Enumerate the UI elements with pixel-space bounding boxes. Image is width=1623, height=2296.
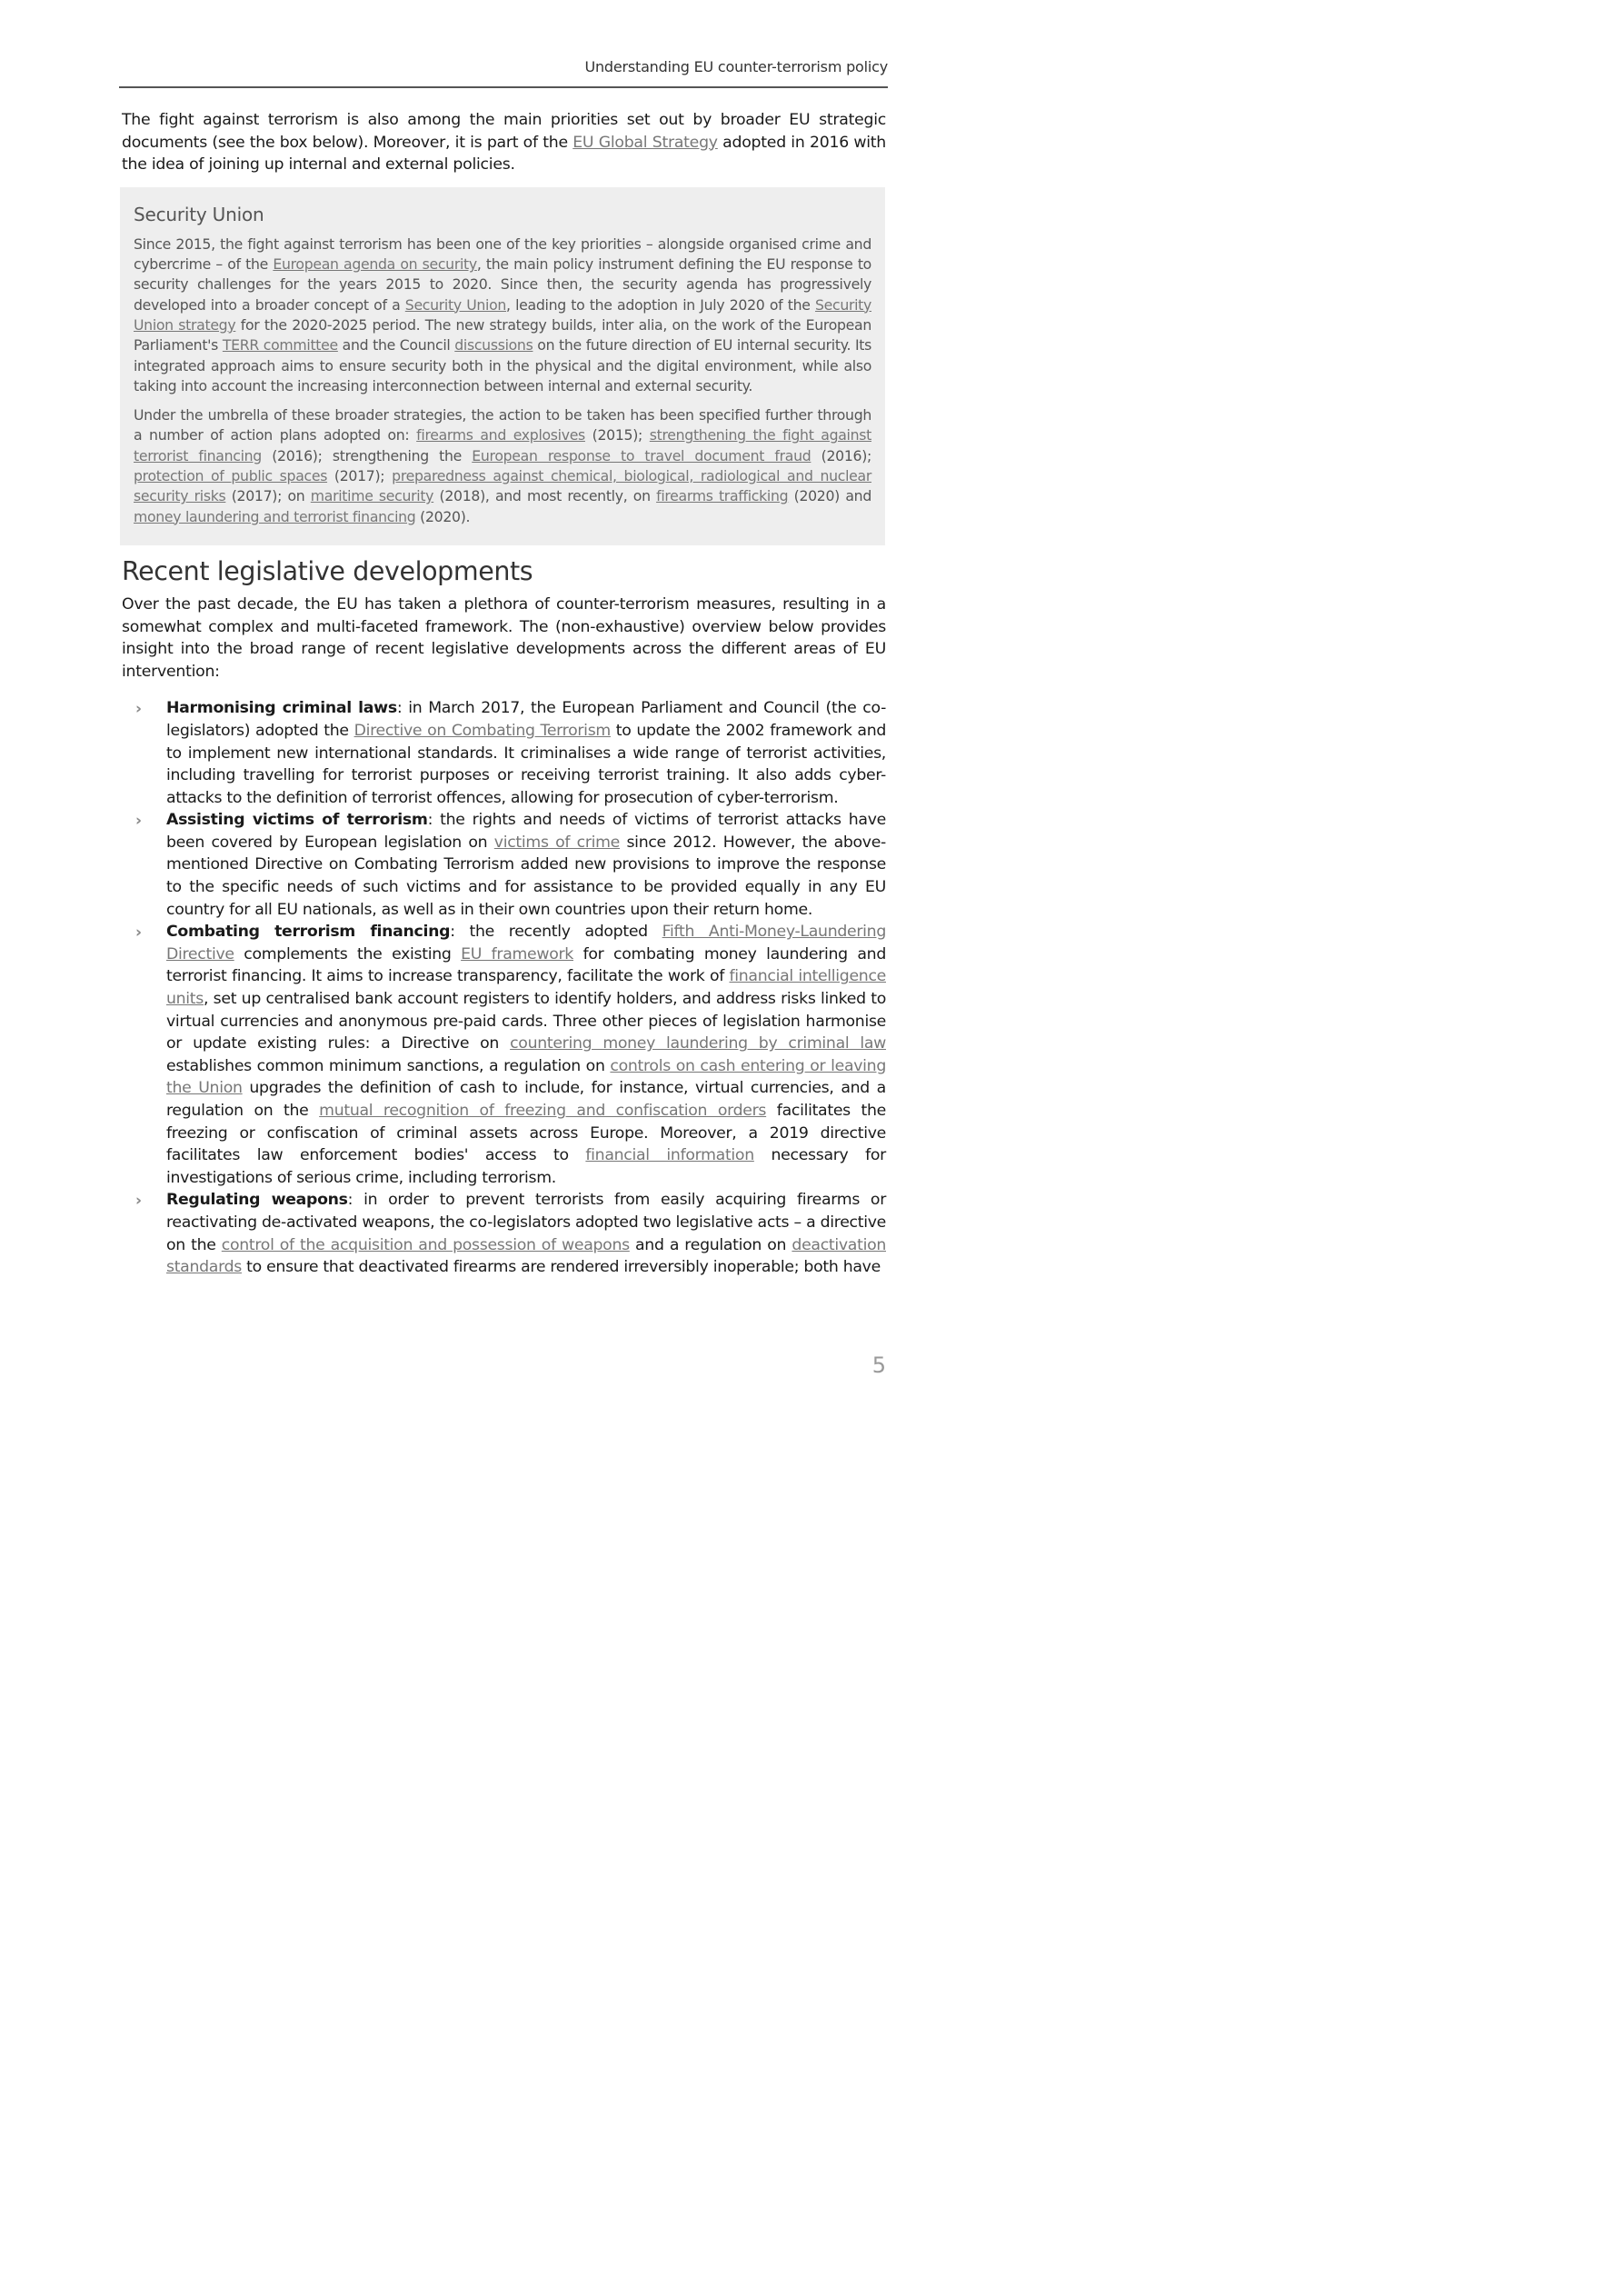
combating-terrorism-directive-link[interactable]: Directive on Combating Terrorism [353, 721, 611, 740]
item-lead: Assisting victims of terrorism [166, 811, 428, 830]
list-item [122, 921, 886, 1189]
cbrn-preparedness-link[interactable]: preparedness against chemical, biological, radiological and nuclear security risks [134, 467, 871, 505]
text: (2016); [811, 446, 872, 464]
chevron-right-icon: › [135, 1192, 142, 1211]
page-number: 5 [871, 1353, 886, 1378]
text: (2017); on [225, 487, 311, 505]
firearms-explosives-link[interactable]: firearms and explosives [416, 426, 585, 444]
box-title: Security Union [134, 203, 264, 225]
text: facilitates the freezing or confiscation of criminal assets across Europe. Moreover, a 2019 directive facilitates law enforcement bodies' access to [166, 1102, 886, 1165]
item-lead: Harmonising criminal laws [166, 699, 397, 718]
text: and a regulation on [629, 1235, 792, 1254]
list-item [122, 809, 886, 921]
text: necessary for investigations of serious crime, including terrorism. [166, 1146, 886, 1187]
text: (2020). [415, 507, 471, 525]
text: to update the 2002 framework and to implement new international standards. It criminalises a wide range of terrorist activities, including travelling for terrorist purposes or receiving terrorist training. It also adds cyber-attacks to the definition of terrorist offences, allowing for prosecution of cyber-terrorism. [166, 721, 887, 807]
section-intro: Over the past decade, the EU has taken a plethora of counter-terrorism measures, resulting in a somewhat complex and multi-faceted framework. The (non-exhaustive) overview below provides insight into the broad range of recent legislative developments across the different areas of EU intervention: [122, 594, 886, 681]
victims-of-crime-link[interactable]: victims of crime [493, 833, 621, 852]
deactivation-standards-link[interactable]: deactivation standards [166, 1235, 886, 1277]
text: : in order to prevent terrorists from easily acquiring firearms or reactivating de-activated weapons, the co-legislators adopted two legislative acts – a directive on the [166, 1191, 886, 1254]
european-agenda-on-security-link[interactable]: European agenda on security [273, 255, 477, 274]
text: upgrades the definition of cash to include, for instance, virtual currencies, and a regulation on the [166, 1079, 886, 1120]
text: adopted in 2016 with the idea of joining up internal and external policies. [122, 133, 886, 175]
firearms-trafficking-link[interactable]: firearms trafficking [656, 487, 789, 505]
financial-intelligence-units-link[interactable]: financial intelligence units [166, 967, 886, 1009]
eu-global-strategy-link[interactable]: EU Global Strategy [573, 133, 718, 152]
terrorist-financing-plan-link[interactable]: strengthening the fight against terrorist financing [134, 426, 871, 464]
intro-paragraph [122, 109, 886, 176]
financial-information-link[interactable]: financial information [585, 1146, 754, 1165]
public-spaces-link[interactable]: protection of public spaces [134, 467, 328, 485]
text: Since 2015, the fight against terrorism has been one of the key priorities – alongside organised crime and cybercrime – of the [134, 235, 871, 274]
text: since 2012. However, the above-mentioned Directive on Combating Terrorism added new provisions to improve the response to the specific needs of such victims and for assistance to be provided equally in any EU country for all EU nationals, as well as in their own countries upon their return home. [166, 833, 886, 919]
text: (2016); strengthening the [261, 446, 473, 464]
section-heading: Recent legislative developments [122, 555, 533, 586]
security-union-link[interactable]: Security Union [404, 295, 507, 314]
chevron-right-icon: › [135, 923, 142, 943]
text: Under the umbrella of these broader strategies, the action to be taken has been specified further through a number of action plans adopted on: [134, 406, 871, 444]
text: (2020) and [788, 487, 871, 505]
weapons-acquisition-link[interactable]: control of the acquisition and possession of weapons [221, 1235, 630, 1254]
text: , leading to the adoption in July 2020 of the [506, 295, 815, 314]
council-discussions-link[interactable]: discussions [454, 336, 533, 354]
maritime-security-link[interactable]: maritime security [310, 487, 434, 505]
text: : the rights and needs of victims of terrorist attacks have been covered by European legislation on [166, 811, 886, 852]
text: (2017); [327, 467, 393, 485]
page-content [122, 109, 886, 1279]
money-laundering-plan-link[interactable]: money laundering and terrorist financing [134, 507, 416, 525]
cash-controls-link[interactable]: controls on cash entering or leaving the Union [166, 1056, 886, 1098]
text: complements the existing [234, 944, 462, 963]
item-lead: Combating terrorism financing [166, 923, 451, 942]
text: on the future direction of EU internal security. Its integrated approach aims to ensure security both in the physical and the digital environment, while also taking into account the increasing interconnection between internal and external security. [134, 336, 871, 394]
text: establishes common minimum sanctions, a regulation on [166, 1056, 611, 1075]
text: The fight against terrorism is also among the main priorities set out by broader EU strategic documents (see the box below). Moreover, it is part of the [122, 111, 886, 152]
chevron-right-icon: › [135, 700, 142, 719]
terr-committee-link[interactable]: TERR committee [222, 336, 338, 354]
text: to ensure that deactivated firearms are rendered irreversibly inoperable; both have [241, 1258, 881, 1277]
text: : in March 2017, the European Parliament and Council (the co-legislators) adopted the [166, 699, 887, 740]
freezing-confiscation-orders-link[interactable]: mutual recognition of freezing and confiscation orders [319, 1102, 767, 1120]
chevron-right-icon: › [135, 812, 142, 831]
text: (2018), and most recently, on [433, 487, 657, 505]
text: for combating money laundering and terrorist financing. It aims to increase transparency, facilitate the work of [166, 944, 887, 986]
fifth-aml-directive-link[interactable]: Fifth Anti-Money-Laundering Directive [166, 923, 886, 963]
text: (2015); [584, 426, 650, 444]
text: , set up centralised bank account registers to identify holders, and address risks linked to virtual currencies and anonymous pre-paid cards. Three other pieces of legislation harmonise or update existing rules: a Directive on [166, 990, 886, 1053]
header-rule [119, 86, 888, 88]
security-union-strategy-link[interactable]: Security Union strategy [134, 295, 872, 334]
travel-document-fraud-link[interactable]: European response to travel document fraud [472, 446, 812, 464]
item-lead: Regulating weapons [166, 1191, 348, 1210]
money-laundering-criminal-law-link[interactable]: countering money laundering by criminal law [510, 1034, 886, 1053]
box-paragraph-1 [134, 235, 871, 396]
running-header: Understanding EU counter-terrorism policy [584, 58, 888, 75]
eu-framework-link[interactable]: EU framework [461, 944, 573, 963]
text: and the Council [337, 336, 455, 354]
security-union-box [120, 187, 885, 545]
list-item [122, 1189, 886, 1278]
text: : the recently adopted [450, 923, 662, 942]
box-paragraph-2 [134, 405, 871, 527]
text: for the 2020-2025 period. The new strategy builds, inter alia, on the work of the European Parliament's [134, 315, 871, 354]
list-item [122, 697, 886, 809]
legislation-list [122, 697, 886, 1278]
text: , the main policy instrument defining the EU response to security challenges for the years 2015 to 2020. Since then, the security agenda has progressively developed into a broader concept of a [134, 255, 871, 314]
